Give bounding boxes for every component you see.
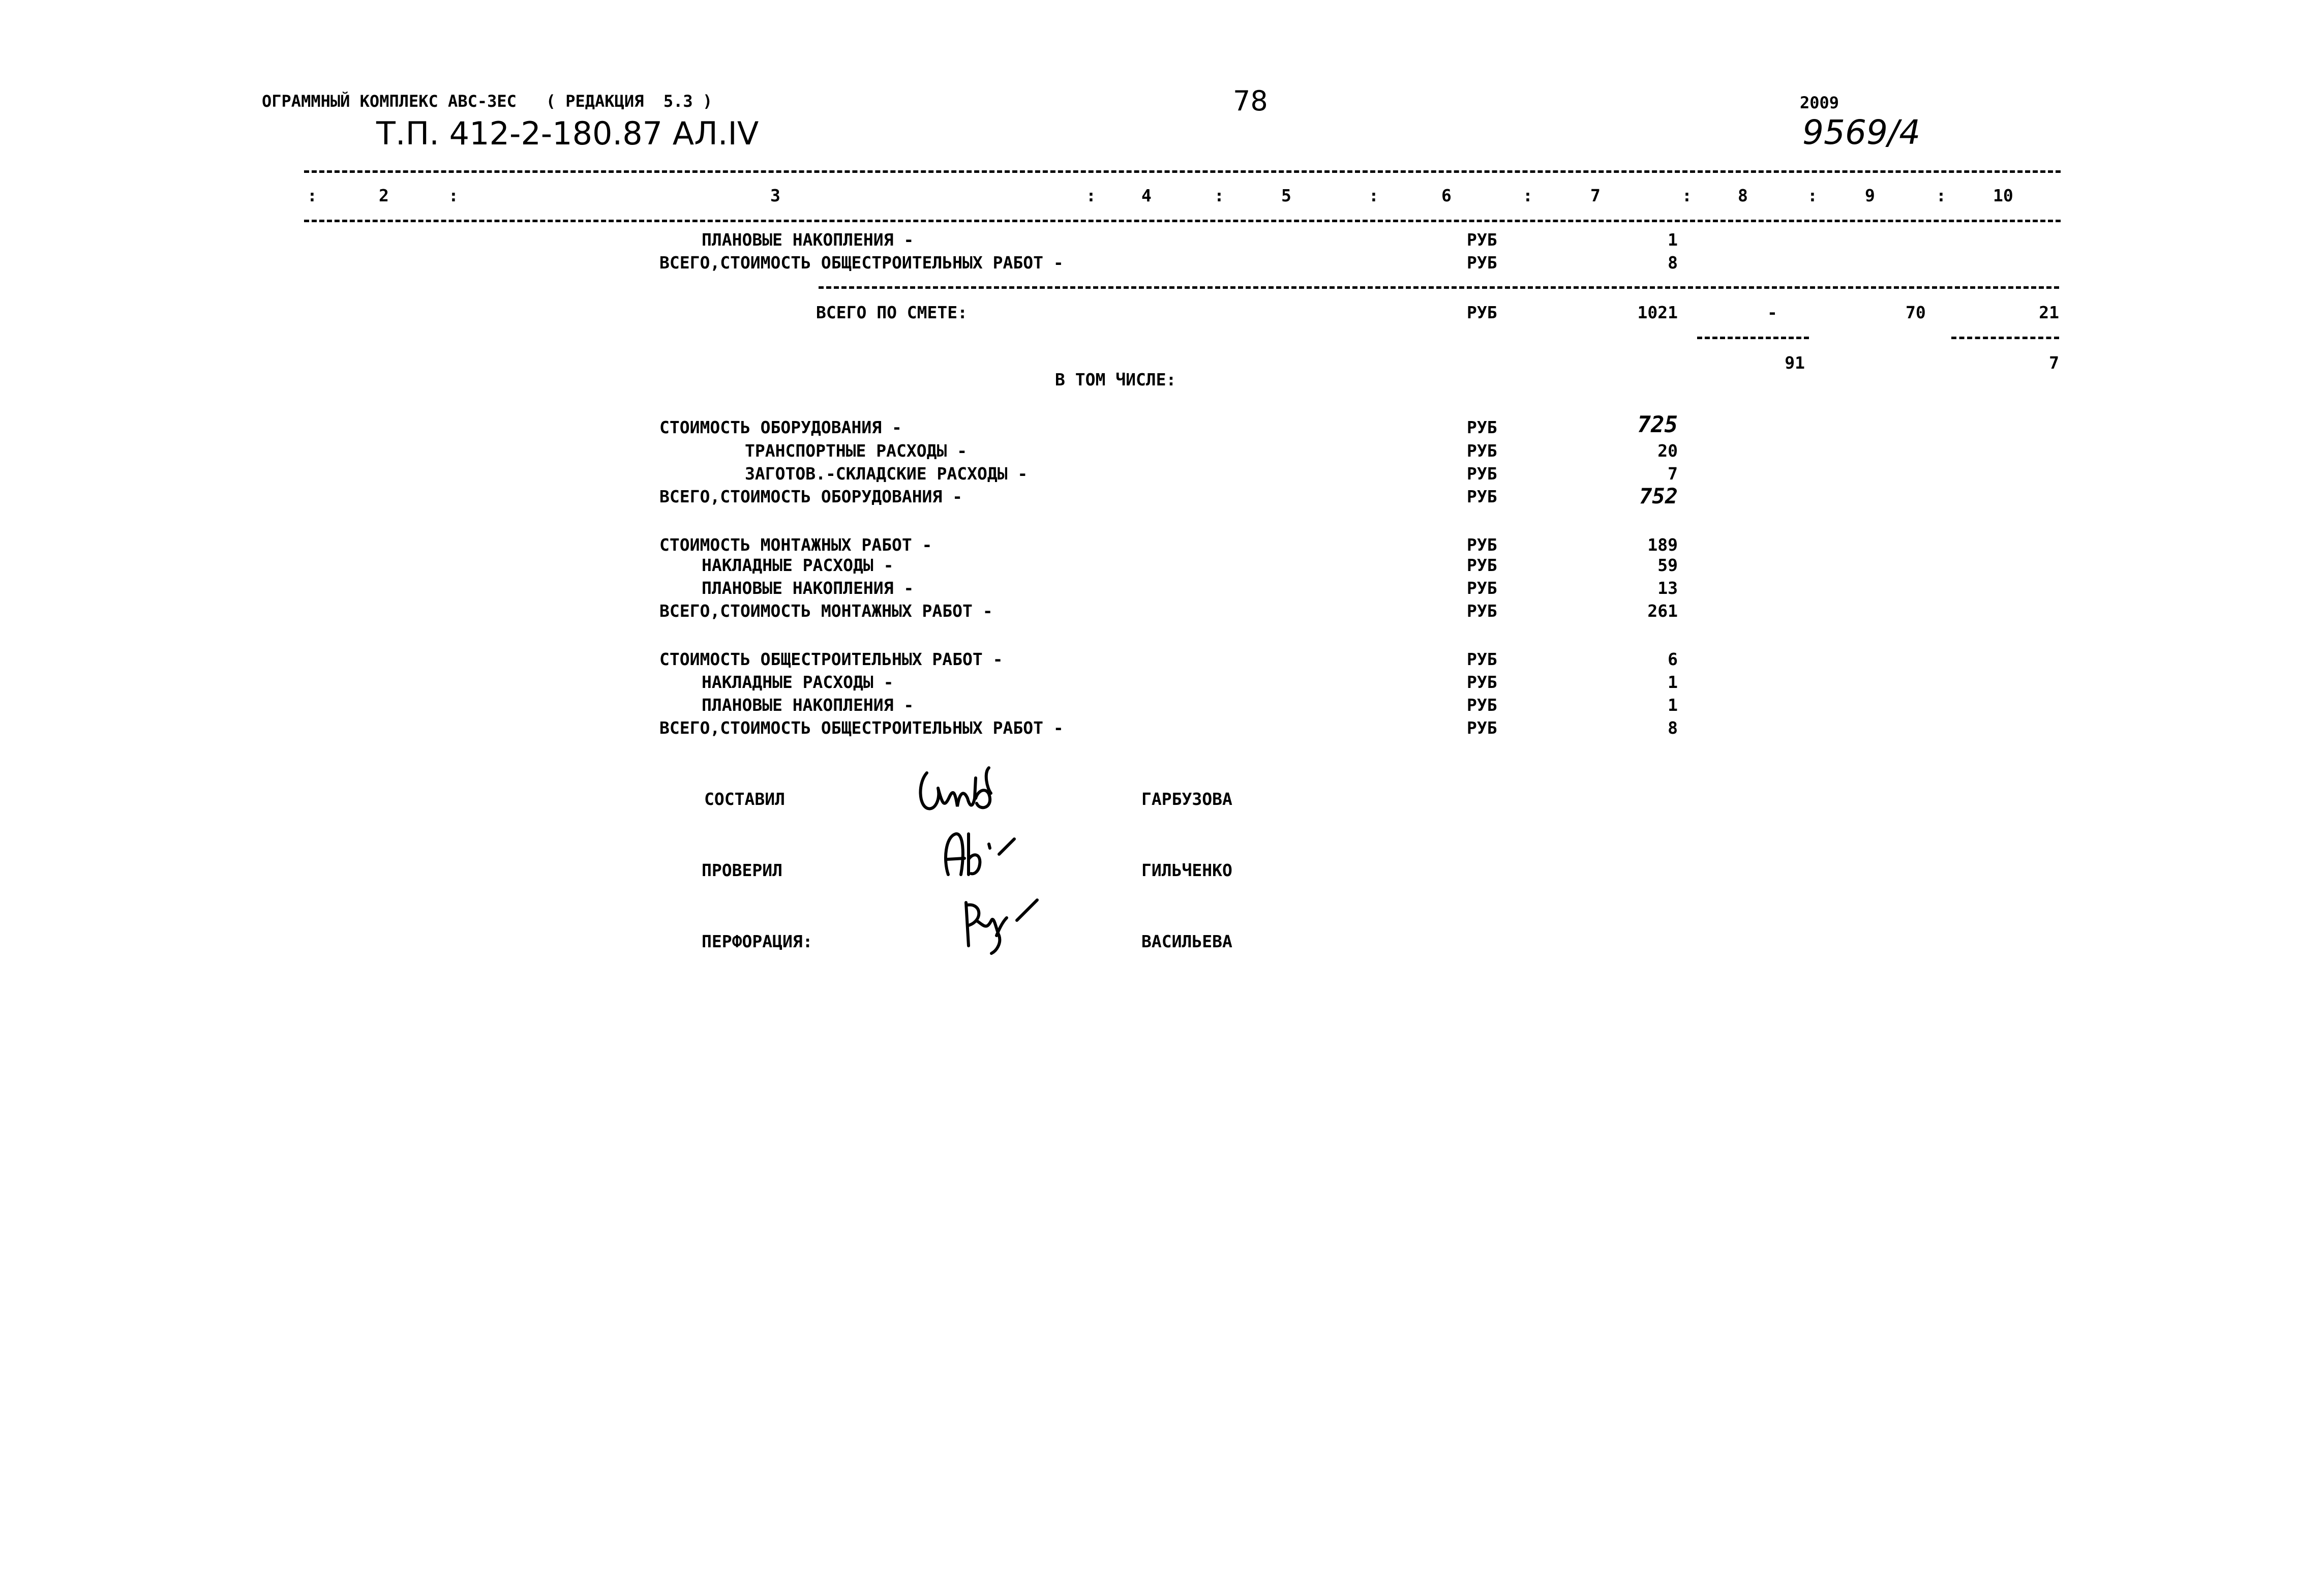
- col-header-8: 8: [1738, 186, 1748, 205]
- total-col9: 70: [1906, 303, 1926, 322]
- including-label: В ТОМ ЧИСЛЕ:: [1055, 370, 1176, 389]
- header-rule-top: [304, 170, 2061, 173]
- handwritten-signature: [956, 890, 1047, 961]
- total-rule: [819, 286, 2059, 289]
- header-rule-bottom: [304, 220, 2061, 222]
- total-col10-sub: 7: [2049, 353, 2059, 373]
- signature-name: ГИЛЬЧЕНКО: [1141, 860, 1232, 880]
- col-header-10: 10: [1993, 186, 2013, 205]
- col-header-9: 9: [1865, 186, 1875, 205]
- handwritten-signature: [913, 758, 1014, 829]
- program-title: ОГРАММНЫЙ КОМПЛЕКС АВС-3ЕС ( РЕДАКЦИЯ 5.3 ): [262, 92, 713, 111]
- handwritten-signature: [933, 824, 1024, 890]
- col-header-4: 4: [1141, 186, 1152, 205]
- signature-role: ПЕРФОРАЦИЯ:: [702, 932, 813, 951]
- total-col8: -: [1767, 303, 1777, 322]
- col-header-7: 7: [1590, 186, 1601, 205]
- col-header-2: 2: [379, 186, 389, 205]
- total-col10: 21: [2039, 303, 2059, 322]
- year: 2009: [1800, 93, 1839, 112]
- col-header-5: 5: [1281, 186, 1291, 205]
- col-header-6: 6: [1441, 186, 1452, 205]
- page-number: 78: [1233, 85, 1268, 117]
- total-label: ВСЕГО ПО СМЕТЕ:: [816, 303, 968, 322]
- doc-number: 9569/4: [1802, 113, 1921, 152]
- total-col7: 1021: [1637, 303, 1678, 322]
- project-code: Т.П. 412-2-180.87 АЛ.IV: [376, 115, 759, 152]
- signature-name: ГАРБУЗОВА: [1141, 789, 1232, 809]
- sub-rule-col10: [1951, 337, 2059, 339]
- signature-role: ПРОВЕРИЛ: [702, 860, 782, 880]
- total-col8-sub: 91: [1785, 353, 1805, 373]
- signature-role: СОСТАВИЛ: [704, 789, 785, 809]
- signature-name: ВАСИЛЬЕВА: [1141, 932, 1232, 951]
- sub-rule-col8: [1697, 337, 1809, 339]
- col-header-3: 3: [770, 186, 780, 205]
